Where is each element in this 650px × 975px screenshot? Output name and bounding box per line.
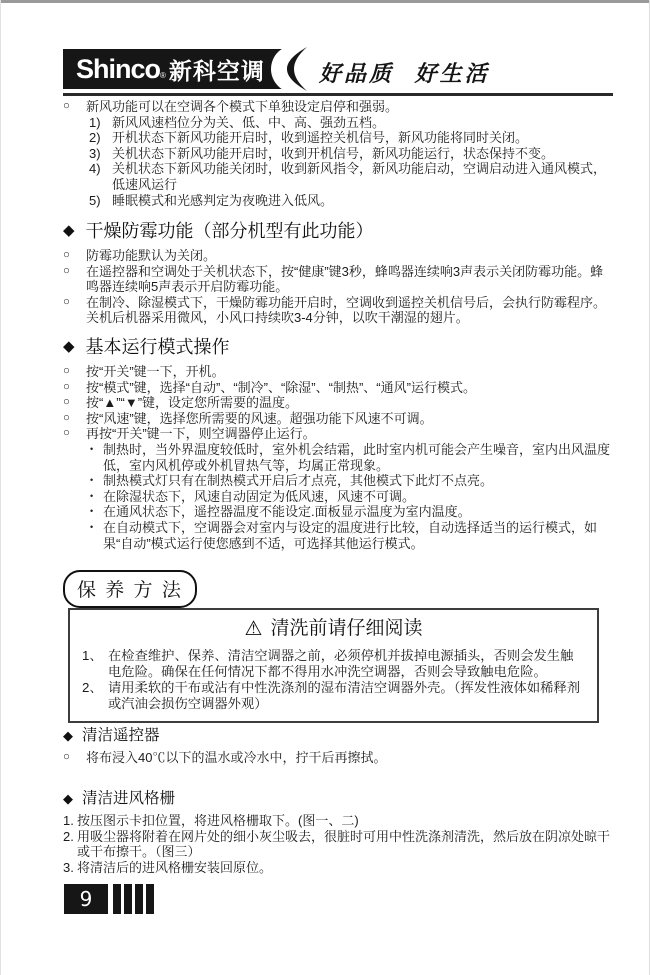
list-item — [89, 130, 611, 146]
step-item — [63, 829, 611, 860]
dot-bullet-icon: • — [90, 475, 94, 486]
list-item — [63, 395, 611, 411]
circle-bullet-icon: ○ — [63, 751, 70, 763]
registered-mark-icon: ® — [160, 70, 166, 80]
circle-bullet-icon: ○ — [63, 365, 70, 377]
item-number: 1) — [89, 114, 101, 130]
brand-logo — [63, 49, 284, 89]
note-text: 制热模式灯只有在制热模式开启后才点亮，其他模式下此灯不点亮。 — [103, 473, 494, 489]
brand-name: Shinco — [76, 54, 161, 84]
list-item — [63, 295, 611, 326]
step-text: 按压图示卡扣位置，将进风格栅取下。(图一、二) — [77, 813, 359, 828]
item-text: 请用柔软的干布或沾有中性洗涤剂的湿布清洁空调器外壳。（挥发性液体如稀释剂或汽油会损伤空调器外观） — [108, 679, 581, 711]
dot-bullet-icon: • — [90, 521, 94, 532]
diamond-icon: ◆ — [63, 728, 73, 743]
warning-box — [68, 608, 599, 723]
step-item — [63, 813, 611, 829]
item-number: 2) — [89, 130, 101, 146]
item-text: 关机状态下新风功能开启时，收到开机信号，新风功能运行，状态保持不变。 — [112, 145, 555, 161]
item-number: 1、 — [82, 648, 103, 663]
page-footer — [64, 884, 157, 914]
list-item — [63, 380, 611, 396]
fresh-air-intro: 新风功能可以在空调各个模式下单独设定启停和强弱。 — [86, 99, 399, 114]
section-title: 清洁遥控器 — [82, 727, 160, 744]
item-text: 睡眠模式和光感判定为夜晚进入低风。 — [112, 192, 334, 208]
item-text: 按“▲”“▼”键，设定您所需要的温度。 — [86, 395, 299, 411]
header-divider — [63, 93, 613, 96]
list-item — [63, 364, 611, 380]
circle-bullet-icon: ○ — [63, 396, 70, 409]
diamond-icon: ◆ — [63, 338, 75, 355]
footer-bars — [113, 884, 157, 914]
list-item — [63, 750, 611, 766]
circle-bullet-icon: ○ — [63, 264, 70, 277]
crescent-paren-icon — [287, 47, 309, 91]
step-number: 3. — [63, 859, 74, 875]
item-number: 3) — [89, 145, 101, 161]
note-item — [90, 489, 611, 505]
item-text: 防霉功能默认为关闭。 — [86, 248, 217, 263]
list-item — [89, 161, 611, 192]
list-item — [89, 193, 611, 209]
footer-bar — [124, 884, 132, 914]
warning-triangle-icon: ⚠ — [244, 618, 263, 640]
warning-title: 清洗前请仔细阅读 — [270, 618, 423, 639]
fresh-air-section — [63, 99, 611, 208]
note-text: 在自动模式下，空调器会对室内与设定的温度进行比较，自动选择适当的运行模式，如果“自动”模式运行使您感到不适，可选择其他运行模式。 — [103, 519, 598, 551]
circle-bullet-icon: ○ — [63, 411, 70, 424]
footer-bar — [113, 884, 121, 914]
page-number: 9 — [79, 887, 93, 911]
step-text: 将清洁后的进风格栅安装回原位。 — [77, 859, 273, 875]
clean-remote-section — [63, 726, 611, 766]
section-title: 基本运行模式操作 — [85, 337, 230, 357]
item-text: 按“风速”键，选择您所需要的风速。超强功能下风速不可调。 — [86, 410, 433, 426]
list-item — [89, 146, 611, 162]
footer-bar — [146, 884, 154, 914]
item-text: 开机状态下新风功能开启时，收到遥控关机信号，新风功能将同时关闭。 — [112, 130, 529, 146]
scan-edge — [1, 0, 649, 3]
basic-operation-section — [63, 335, 611, 551]
dot-bullet-icon: • — [90, 490, 94, 501]
diamond-icon: ◆ — [63, 791, 73, 806]
brand-slogan: 好品质 好生活 — [319, 61, 490, 87]
section-title: 清洁进风格栅 — [82, 790, 176, 807]
warning-item — [82, 680, 585, 712]
list-item — [63, 99, 611, 115]
item-number: 2、 — [82, 679, 103, 695]
item-number: 5) — [89, 192, 101, 208]
step-number: 2. — [63, 828, 74, 844]
item-text: 按“模式”键，选择“自动”、“制冷”、“除湿”、“制热”、“通风”运行模式。 — [86, 379, 476, 395]
note-item — [90, 504, 611, 520]
section-heading — [63, 219, 611, 243]
item-text: 再按“开关”键一下，则空调器停止运行。 — [86, 426, 316, 442]
circle-bullet-icon: ○ — [63, 427, 70, 440]
note-text: 制热时，当外界温度较低时，室外机会结霜，此时室内机可能会产生噪音，室内出风温度低，室内风机停或外机冒热气等，均属正常现象。 — [103, 441, 611, 473]
warning-item — [82, 648, 585, 680]
anti-mold-section — [63, 219, 611, 326]
brand-name-chinese: 新科空调 — [168, 57, 265, 84]
section-heading — [63, 726, 611, 746]
diamond-icon: ◆ — [63, 222, 75, 239]
step-text: 用吸尘器将附着在网片处的细小灰尘吸去，很脏时可用中性洗涤剂清洗，然后放在阴凉处晾干或干布擦干。（图三） — [77, 828, 611, 860]
step-item — [63, 860, 611, 876]
footer-bar — [135, 884, 143, 914]
note-item — [90, 442, 611, 473]
item-text: 关机状态下新风功能关闭时，收到新风指令，新风功能启动，空调启动进入通风模式，低速风运行 — [112, 161, 607, 192]
maintenance-method-badge: 保 养 方 法 — [63, 570, 197, 608]
item-text: 在检查维护、保养、清洁空调器之前，必须停机并拔掉电源插头，否则会发生触电危险。确保在任何情况下都不得用水冲洗空调器，否则会导致触电危险。 — [108, 648, 574, 679]
item-text: 在制冷、除湿模式下，干燥防霉功能开启时，空调收到遥控关机信号后，会执行防霉程序。关机后机器采用微风，小风口持续吹3-4分钟，以吹干潮湿的翅片。 — [86, 294, 607, 326]
item-text: 将布浸入40℃以下的温水或冷水中，拧干后再擦拭。 — [86, 750, 387, 765]
item-text: 在遥控器和空调处于关机状态下，按“健康”键3秒，蜂鸣器连续响3声表示关闭防霉功能。蜂鸣器连续响5声表示开启防霉功能。 — [86, 263, 604, 295]
section-heading — [63, 335, 611, 359]
note-text: 在除湿状态下，风速自动固定为低风速，风速不可调。 — [103, 488, 416, 504]
dot-bullet-icon: • — [90, 506, 94, 517]
list-item — [63, 411, 611, 427]
circle-bullet-icon: ○ — [63, 380, 70, 393]
note-text: 在通风状态下，遥控器温度不能设定.面板显示温度为室内温度。 — [103, 504, 471, 520]
item-text: 新风风速档位分为关、低、中、高、强劲五档。 — [112, 114, 386, 130]
note-item — [90, 473, 611, 489]
step-number: 1. — [63, 813, 74, 828]
list-item — [63, 426, 611, 442]
circle-bullet-icon: ○ — [63, 249, 70, 261]
warning-heading — [82, 617, 585, 641]
dot-bullet-icon: • — [90, 443, 94, 454]
clean-grille-section — [63, 789, 611, 875]
section-heading — [63, 789, 611, 809]
page-number-box — [64, 884, 108, 914]
item-text: 按“开关”键一下，开机。 — [86, 364, 225, 379]
list-item — [63, 264, 611, 295]
circle-bullet-icon: ○ — [63, 100, 70, 112]
circle-bullet-icon: ○ — [63, 295, 70, 308]
section-title: 干燥防霉功能（部分机型有此功能） — [85, 221, 374, 241]
note-item — [90, 520, 611, 551]
item-number: 4) — [89, 161, 101, 177]
list-item — [89, 115, 611, 131]
list-item — [63, 248, 611, 264]
